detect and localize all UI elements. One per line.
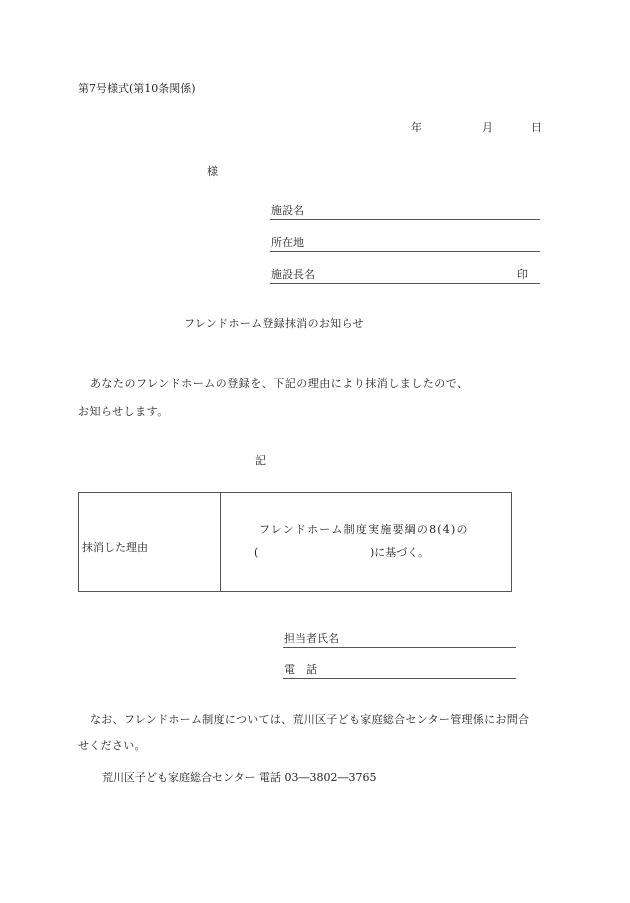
facility-director-field[interactable]	[270, 267, 540, 284]
date-year-label: 年	[411, 121, 422, 134]
addressee-suffix: 様	[207, 165, 218, 178]
facility-name-label: 施設名	[271, 204, 304, 217]
body-text-line2: お知らせします。	[78, 405, 169, 418]
seal-mark: 印	[517, 268, 528, 281]
body-text-line1: あなたのフレンドホームの登録を、下記の理由により抹消しましたので、	[90, 377, 469, 390]
staff-name-label: 担当者氏名	[284, 632, 339, 645]
ki-heading: 記	[255, 454, 266, 467]
reason-value-cell[interactable]	[222, 493, 511, 591]
reason-text-line1: フレンドホーム制度実施要綱の8(4)の	[259, 523, 469, 536]
reason-blank-close: )に基づく。	[370, 546, 430, 559]
form-number: 第7号様式(第10条関係)	[78, 82, 196, 95]
contact-info: 荒川区子ども家庭総合センター 電話 03―3802―3765	[102, 771, 377, 784]
date-month-label: 月	[482, 121, 493, 134]
staff-phone-field[interactable]	[283, 662, 516, 679]
reason-blank-open: (	[254, 546, 259, 559]
facility-address-label: 所在地	[271, 236, 304, 249]
facility-address-field[interactable]	[270, 235, 540, 252]
reason-label-cell	[79, 493, 221, 591]
document-title: フレンドホーム登録抹消のお知らせ	[184, 317, 364, 330]
staff-name-field[interactable]	[283, 631, 516, 648]
staff-phone-label: 電 話	[284, 663, 317, 676]
facility-name-field[interactable]	[270, 203, 540, 220]
note-line2: せください。	[78, 739, 146, 752]
facility-director-label: 施設長名	[271, 268, 315, 281]
note-line1: なお、フレンドホーム制度については、荒川区子ども家庭総合センター管理係にお問合	[90, 713, 530, 726]
date-day-label: 日	[531, 121, 542, 134]
reason-label: 抹消した理由	[82, 541, 148, 554]
reason-table	[78, 492, 512, 592]
reason-text-line2	[254, 544, 429, 560]
